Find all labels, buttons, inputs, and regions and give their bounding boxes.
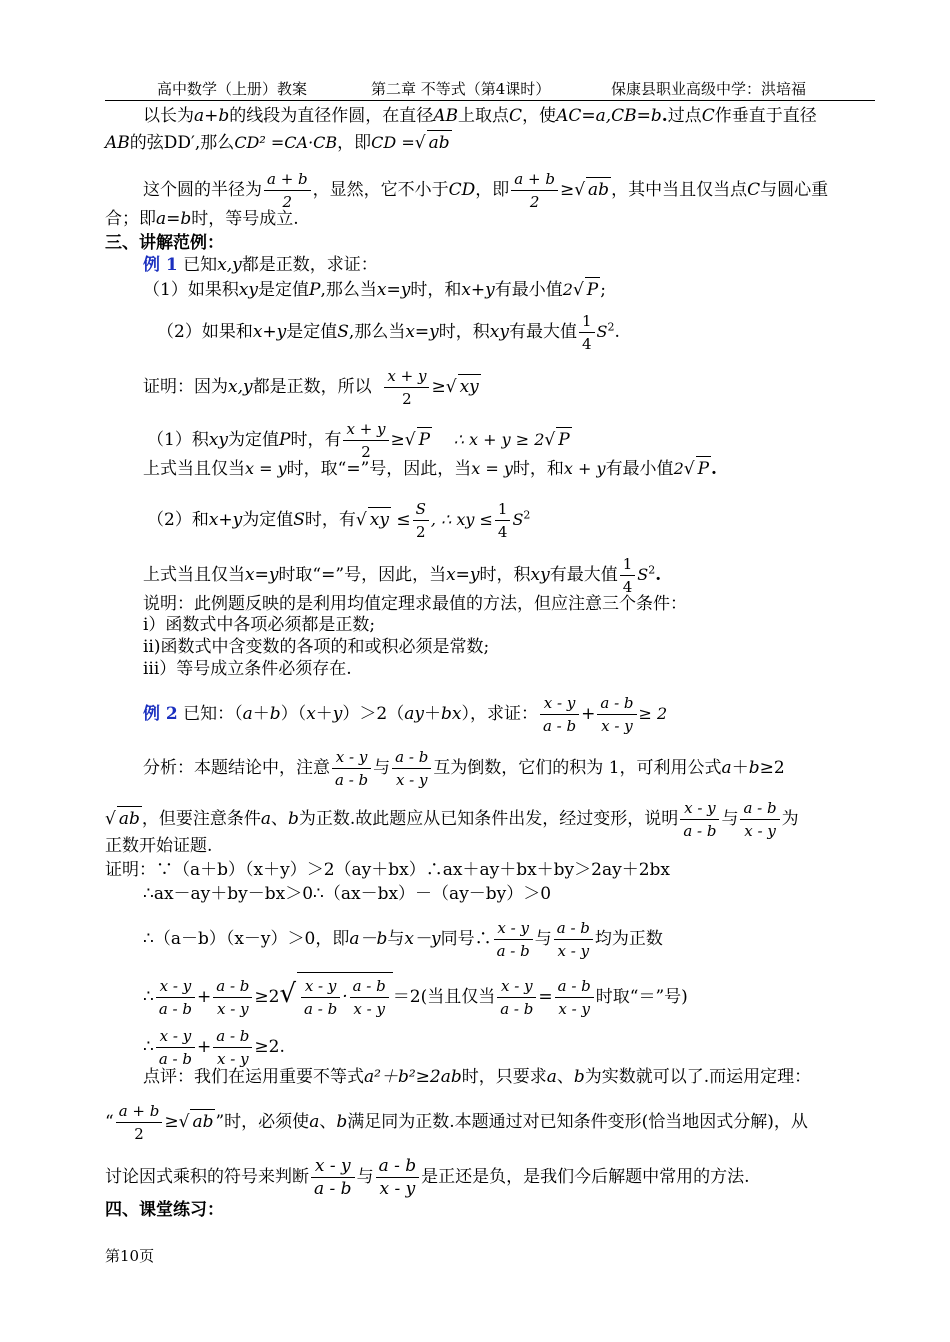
radius-fraction: $\frac{a + b}{2}$ (264, 168, 311, 213)
example2-statement: 例 2 已知：（a＋b）（x＋y）＞2（ay＋bx），求证： $\frac{x - y}{a - b}$ + $\frac{a - b}{x - y}$ ≥ 2 (143, 694, 668, 735)
proof1-line3: 上式当且仅当x = y时，取“=”号，因此，当x = y时，和x + y有最小值2√ P . (143, 456, 717, 481)
comment-line1: 点评：我们在运用重要不等式a²＋b²≥2ab时，只要求a、b为实数就可以了.而运用定理： (143, 1067, 812, 1087)
analysis-line2: √ ab ，但要注意条件a、b为正数.故此题应从已知条件出发，经过变形，说明 $\frac{x - y}{a - b}$ 与 $\frac{a - b}{x - y}$ 为 (105, 799, 799, 840)
page-number: 第10页 (105, 1247, 155, 1265)
analysis-line1: 分析：本题结论中，注意 $\frac{x - y}{a - b}$ 与 $\frac{a - b}{x - y}$ 互为倒数，它们的积为 1，可利用公式a＋b≥2 (143, 748, 785, 789)
para1-line2: AB的弦DD′,那么CD² =CA·CB，即CD =√ ab (105, 130, 452, 155)
proof2-line2: ∴ax－ay＋by－bx＞0∴（ax－bx）－（ay－by）＞0 (143, 884, 552, 904)
section-3-heading: 三、讲解范例： (105, 233, 224, 253)
analysis-line3: 正数开始证题. (105, 836, 213, 856)
proof2-line1: 证明：∵（a＋b）（x＋y）＞2（ay＋bx）∴ax＋ay＋bx＋by＞2ay＋2bx (105, 860, 670, 880)
section-4-heading: 四、课堂练习： (105, 1200, 224, 1220)
example1-statement: 例 1 已知x,y都是正数，求证： (143, 255, 378, 275)
proof2-line3: ∴（a－b）（x－y）＞0，即a－b与x－y同号∴ $\frac{x - y}{a - b}$ 与 $\frac{a - b}{x - y}$ 均为正数 (143, 919, 663, 960)
page-header (105, 74, 875, 101)
example1-part2: （2）如果和x+y是定值S,那么当x=y时，积xy有最大值 $\frac{1}{4}$ $S^2$. (157, 312, 620, 353)
comment-line3: 讨论因式乘积的符号来判断 $\frac{x - y}{a - b}$ 与 $\frac{a - b}{x - y}$ 是正还是负，是我们今后解题中常用的方法. (105, 1156, 750, 1199)
proof2-line4: ∴ $\frac{x - y}{a - b}$ + $\frac{a - b}{x - y}$ ≥2√ $\frac{x - y}{a - b}$ · $\frac{a - b}{x - y}$ ＝2(当且仅当 $\frac{x - y}{a - b}$ = $\frac{a - b}{x - y}$ 时取“＝”号) (143, 972, 688, 1020)
note-line1: 说明：此例题反映的是利用均值定理求最值的方法，但应注意三个条件： (143, 594, 687, 614)
proof1-line2: （1）积xy为定值P时，有 $\frac{x + y}{2}$ ≥√ P ∴ x + y ≥ 2√ P (147, 420, 570, 461)
header-left: 高中数学（上册）教案 (157, 80, 308, 98)
proof1-line1: 证明：因为x,y都是正数，所以 $\frac{x + y}{2}$ ≥√ xy (143, 367, 479, 408)
header-middle: 第二章 不等式（第4课时） (371, 80, 551, 98)
para2-line2: 合；即a=b时，等号成立. (105, 209, 299, 229)
para2-line1: 这个圆的半径为 $\frac{a + b}{2}$ ，显然，它不小于CD，即 $\frac{a + b}{2}$ ≥√ ab ，其中当且仅当点C与圆心重 (143, 170, 829, 211)
note-line2: ⅰ）函数式中各项必须都是正数; (143, 615, 376, 635)
note-line4: ⅲ）等号成立条件必须存在. (143, 659, 352, 679)
comment-line2: “ $\frac{a + b}{2}$ ≥√ ab ”时，必须使a、b满足同为正数.本题通过对已知条件变形(恰当地因式分解)，从 (105, 1102, 808, 1143)
para1-line1: 以长为a+b的线段为直径作圆，在直径AB上取点C，使AC=a,CB=b.过点C作垂直于直径 (143, 106, 817, 126)
proof1-line5: 上式当且仅当x=y时取“=”号，因此，当x=y时，积xy有最大值 $\frac{1}{4}$ $S^2$. (143, 555, 662, 596)
example1-part1: （1）如果积xy是定值P,那么当x=y时，和x+y有最小值2√ P ; (143, 277, 606, 302)
note-line3: ⅱ)函数式中含变数的各项的和或积必须是常数; (143, 637, 490, 657)
proof1-line4: （2）和x+y为定值S时，有√ xy ≤ $\frac{S}{2}$ , ∴ xy ≤ $\frac{1}{4}$ $S^2$ (147, 500, 531, 541)
header-right: 保康县职业高级中学：洪培福 (611, 80, 807, 98)
proof2-line5: ∴ $\frac{x - y}{a - b}$ + $\frac{a - b}{x - y}$ ≥2. (143, 1027, 285, 1068)
